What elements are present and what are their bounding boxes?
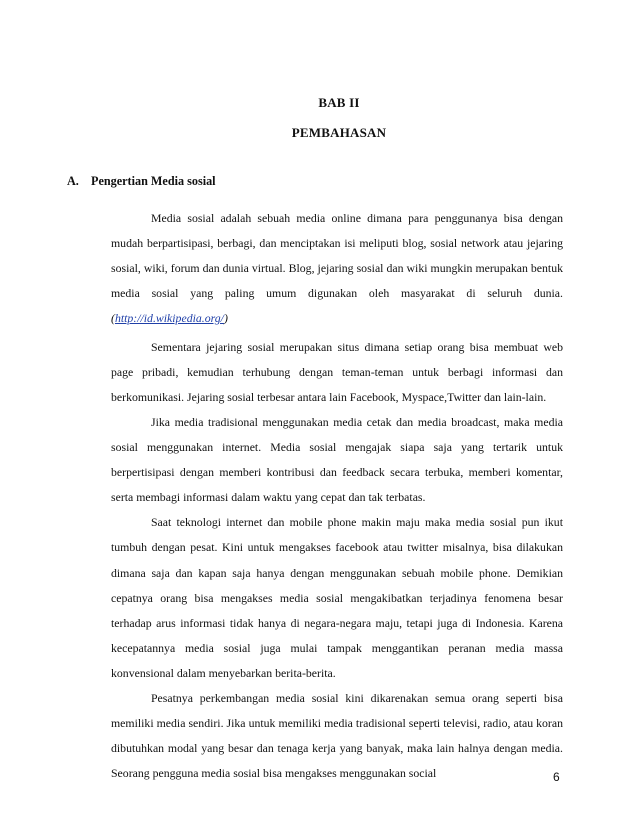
chapter-title: PEMBAHASAN	[291, 125, 387, 140]
paragraph-text: Media sosial adalah sebuah media online dimana para penggunanya bisa dengan mudah berpartisipasi, berbagi, dan menciptakan isi meliputi blog, sosial network atau jejaring sosial, wiki, forum dan dunia virtual. Blog, jejaring sosial dan wiki mungkin merupakan bentuk media sosial yang paling umum digunakan oleh masyarakat di seluruh dunia.	[111, 211, 563, 301]
citation-open: (	[111, 311, 115, 326]
section-heading	[67, 174, 216, 189]
section-title: Pengertian Media sosial	[91, 174, 216, 188]
paragraph-block-1	[111, 206, 563, 331]
paragraph-block-2	[111, 335, 563, 410]
paragraph: Jika media tradisional menggunakan media cetak dan media broadcast, maka media sosial menggunakan internet. Media sosial mengajak siapa saja yang tertarik untuk berpertisipasi dengan memberi kontribusi dan feedback secara terbuka, memberi komentar, serta membagi informasi dalam waktu yang cepat dan tak terbatas.	[111, 415, 563, 505]
paragraph-block-3	[111, 410, 563, 786]
paragraph: Pesatnya perkembangan media sosial kini dikarenakan semua orang seperti bisa memiliki media sendiri. Jika untuk memiliki media tradisional seperti televisi, radio, atau koran dibutuhkan modal yang besar dan tenaga kerja yang banyak, maka lain halnya dengan media. Seorang pengguna media sosial bisa mengakses menggunakan social	[111, 691, 563, 781]
page-number: 6	[553, 770, 560, 784]
section-number: A.	[67, 174, 79, 188]
citation-close: )	[223, 311, 228, 326]
chapter-label: BAB II	[318, 95, 360, 110]
citation	[111, 311, 228, 325]
paragraph: Sementara jejaring sosial merupakan situs dimana setiap orang bisa membuat web page pribadi, kemudian terhubung dengan teman-teman untuk berbagi informasi dan berkomunikasi. Jejaring sosial terbesar antara lain Facebook, Myspace,Twitter dan lain-lain.	[111, 340, 563, 405]
paragraph: Saat teknologi internet dan mobile phone makin maju maka media sosial pun ikut tumbuh dengan pesat. Kini untuk mengakses facebook atau twitter misalnya, bisa dilakukan dimana saja dan kapan saja hanya dengan menggunakan sebuah mobile phone. Demikian cepatnya orang bisa mengakses media sosial mengakibatkan terjadinya fenomena besar terhadap arus informasi tidak hanya di negara-negara maju, tetapi juga di Indonesia. Karena kecepatannya media sosial juga mulai tampak menggantikan peranan media massa konvensional dalam menyebarkan berita-berita.	[111, 515, 563, 680]
paragraph	[111, 206, 563, 331]
citation-link[interactable]: http://id.wikipedia.org/	[114, 311, 224, 326]
